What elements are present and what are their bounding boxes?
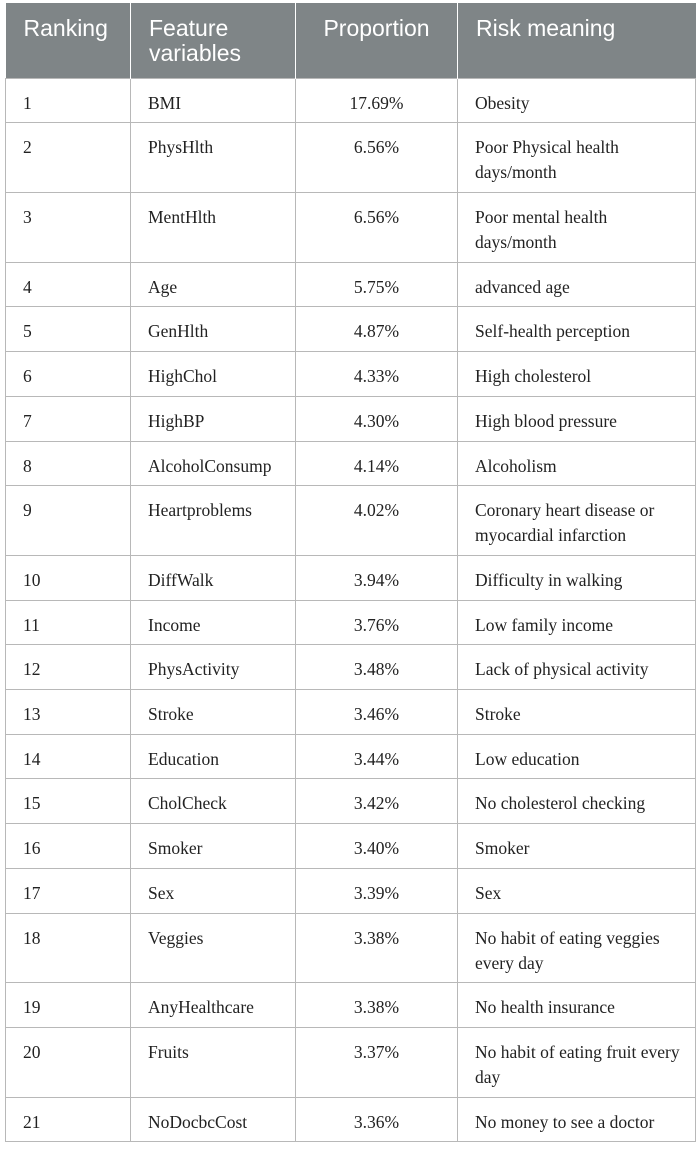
header-row bbox=[6, 3, 696, 78]
proportion-cell: 5.75% bbox=[296, 262, 458, 307]
proportion-cell: 3.48% bbox=[296, 645, 458, 690]
proportion-cell: 4.33% bbox=[296, 352, 458, 397]
ranking-cell: 12 bbox=[6, 645, 131, 690]
feature-cell: HighBP bbox=[131, 396, 296, 441]
ranking-cell: 10 bbox=[6, 556, 131, 601]
feature-cell: AnyHealthcare bbox=[131, 983, 296, 1028]
feature-cell: HighChol bbox=[131, 352, 296, 397]
proportion-cell: 3.44% bbox=[296, 734, 458, 779]
header-proportion: Proportion bbox=[296, 3, 458, 78]
risk-meaning-cell: Smoker bbox=[458, 824, 696, 869]
proportion-cell: 3.38% bbox=[296, 913, 458, 983]
feature-cell: Stroke bbox=[131, 690, 296, 735]
header-feature-variables: Feature variables bbox=[131, 3, 296, 78]
table-row bbox=[6, 123, 696, 193]
table-row bbox=[6, 78, 696, 123]
feature-cell: Age bbox=[131, 262, 296, 307]
table-row bbox=[6, 824, 696, 869]
feature-cell: Sex bbox=[131, 868, 296, 913]
table-row bbox=[6, 307, 696, 352]
table-row bbox=[6, 1028, 696, 1098]
proportion-cell: 4.02% bbox=[296, 486, 458, 556]
proportion-cell: 3.42% bbox=[296, 779, 458, 824]
proportion-cell: 6.56% bbox=[296, 192, 458, 262]
proportion-cell: 3.36% bbox=[296, 1097, 458, 1142]
table-row bbox=[6, 192, 696, 262]
proportion-cell: 3.37% bbox=[296, 1028, 458, 1098]
ranking-cell: 14 bbox=[6, 734, 131, 779]
ranking-cell: 18 bbox=[6, 913, 131, 983]
risk-meaning-cell: Poor Physical health days/month bbox=[458, 123, 696, 193]
proportion-cell: 3.38% bbox=[296, 983, 458, 1028]
proportion-cell: 17.69% bbox=[296, 78, 458, 123]
ranking-cell: 17 bbox=[6, 868, 131, 913]
ranking-cell: 15 bbox=[6, 779, 131, 824]
feature-cell: PhysHlth bbox=[131, 123, 296, 193]
proportion-cell: 3.39% bbox=[296, 868, 458, 913]
feature-cell: MentHlth bbox=[131, 192, 296, 262]
table-row bbox=[6, 983, 696, 1028]
ranking-cell: 7 bbox=[6, 396, 131, 441]
ranking-cell: 6 bbox=[6, 352, 131, 397]
feature-cell: PhysActivity bbox=[131, 645, 296, 690]
table-row bbox=[6, 262, 696, 307]
feature-cell: Heartproblems bbox=[131, 486, 296, 556]
proportion-cell: 3.40% bbox=[296, 824, 458, 869]
risk-meaning-cell: No habit of eating veggies every day bbox=[458, 913, 696, 983]
feature-cell: CholCheck bbox=[131, 779, 296, 824]
risk-feature-table bbox=[5, 3, 696, 1142]
table-row bbox=[6, 441, 696, 486]
ranking-cell: 3 bbox=[6, 192, 131, 262]
risk-meaning-cell: advanced age bbox=[458, 262, 696, 307]
risk-meaning-cell: Coronary heart disease or myocardial infarction bbox=[458, 486, 696, 556]
feature-cell: NoDocbcCost bbox=[131, 1097, 296, 1142]
table-body bbox=[6, 78, 696, 1142]
risk-meaning-cell: No money to see a doctor bbox=[458, 1097, 696, 1142]
risk-meaning-cell: Self-health perception bbox=[458, 307, 696, 352]
risk-meaning-cell: Low family income bbox=[458, 600, 696, 645]
ranking-cell: 5 bbox=[6, 307, 131, 352]
proportion-cell: 3.94% bbox=[296, 556, 458, 601]
table-row bbox=[6, 556, 696, 601]
feature-cell: AlcoholConsump bbox=[131, 441, 296, 486]
proportion-cell: 6.56% bbox=[296, 123, 458, 193]
feature-cell: Smoker bbox=[131, 824, 296, 869]
risk-meaning-cell: Stroke bbox=[458, 690, 696, 735]
proportion-cell: 4.14% bbox=[296, 441, 458, 486]
ranking-cell: 21 bbox=[6, 1097, 131, 1142]
ranking-cell: 11 bbox=[6, 600, 131, 645]
feature-cell: Income bbox=[131, 600, 296, 645]
proportion-cell: 4.87% bbox=[296, 307, 458, 352]
feature-cell: Fruits bbox=[131, 1028, 296, 1098]
risk-meaning-cell: Lack of physical activity bbox=[458, 645, 696, 690]
proportion-cell: 3.76% bbox=[296, 600, 458, 645]
proportion-cell: 4.30% bbox=[296, 396, 458, 441]
table-header bbox=[6, 3, 696, 78]
table-row bbox=[6, 913, 696, 983]
risk-meaning-cell: Poor mental health days/month bbox=[458, 192, 696, 262]
proportion-cell: 3.46% bbox=[296, 690, 458, 735]
risk-meaning-cell: Alcoholism bbox=[458, 441, 696, 486]
header-ranking: Ranking bbox=[6, 3, 131, 78]
risk-meaning-cell: Difficulty in walking bbox=[458, 556, 696, 601]
ranking-cell: 19 bbox=[6, 983, 131, 1028]
risk-meaning-cell: No cholesterol checking bbox=[458, 779, 696, 824]
ranking-cell: 16 bbox=[6, 824, 131, 869]
table-row bbox=[6, 868, 696, 913]
table-row bbox=[6, 600, 696, 645]
feature-cell: Veggies bbox=[131, 913, 296, 983]
feature-cell: Education bbox=[131, 734, 296, 779]
ranking-cell: 20 bbox=[6, 1028, 131, 1098]
table-row bbox=[6, 1097, 696, 1142]
ranking-cell: 4 bbox=[6, 262, 131, 307]
risk-meaning-cell: High blood pressure bbox=[458, 396, 696, 441]
header-risk-meaning: Risk meaning bbox=[458, 3, 696, 78]
ranking-cell: 2 bbox=[6, 123, 131, 193]
feature-cell: DiffWalk bbox=[131, 556, 296, 601]
ranking-cell: 8 bbox=[6, 441, 131, 486]
ranking-cell: 9 bbox=[6, 486, 131, 556]
risk-meaning-cell: Obesity bbox=[458, 78, 696, 123]
risk-meaning-cell: Sex bbox=[458, 868, 696, 913]
table-row bbox=[6, 396, 696, 441]
feature-cell: GenHlth bbox=[131, 307, 296, 352]
risk-meaning-cell: No habit of eating fruit every day bbox=[458, 1028, 696, 1098]
feature-cell: BMI bbox=[131, 78, 296, 123]
risk-meaning-cell: No health insurance bbox=[458, 983, 696, 1028]
ranking-cell: 13 bbox=[6, 690, 131, 735]
risk-meaning-cell: Low education bbox=[458, 734, 696, 779]
table-row bbox=[6, 690, 696, 735]
table-row bbox=[6, 645, 696, 690]
table-row bbox=[6, 486, 696, 556]
risk-meaning-cell: High cholesterol bbox=[458, 352, 696, 397]
table-row bbox=[6, 352, 696, 397]
ranking-cell: 1 bbox=[6, 78, 131, 123]
table-row bbox=[6, 779, 696, 824]
table-row bbox=[6, 734, 696, 779]
